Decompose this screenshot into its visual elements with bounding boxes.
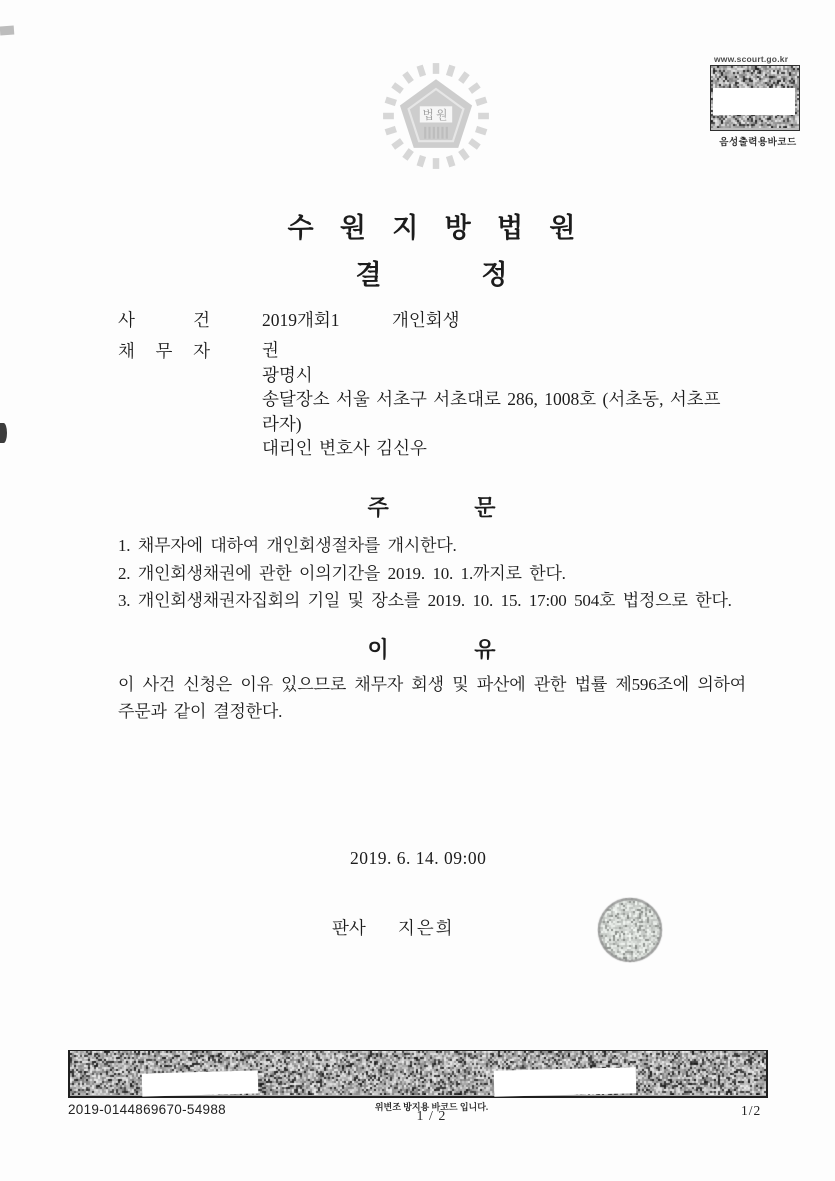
emblem-text: 법원 <box>422 108 450 123</box>
reason-heading: 이 유 <box>367 637 496 662</box>
case-number: 2019개회1 <box>262 310 340 330</box>
voice-barcode <box>710 65 800 131</box>
case-row <box>118 307 460 332</box>
case-type: 개인회생 <box>391 310 460 330</box>
judge-name: 지은희 <box>397 918 455 938</box>
voice-barcode-panel <box>710 54 806 148</box>
scan-artifact <box>0 423 7 443</box>
redaction-box <box>142 1070 259 1096</box>
order-item: 2. 개인회생채권에 관한 이의기간을 2019. 10. 1.까지로 한다. <box>118 563 566 583</box>
court-website-url: www.scourt.go.kr <box>714 54 789 64</box>
debtor-city: 광명시 <box>262 364 313 385</box>
debtor-details <box>262 338 730 461</box>
court-seal-stamp <box>597 897 663 963</box>
scan-artifact <box>0 26 14 36</box>
redaction-box <box>494 1067 637 1096</box>
redaction-box <box>713 88 795 115</box>
debtor-attorney: 대리인 변호사 김신우 <box>262 438 427 458</box>
decision-datetime: 2019. 6. 14. 09:00 <box>350 848 487 868</box>
debtor-name: 권 <box>262 340 279 360</box>
reason-body: 이 사건 신청은 이유 있으므로 채무자 회생 및 파산에 관한 법률 제596조에 의하여 주문과 같이 결정한다. <box>118 675 746 721</box>
document-title: 수 원 지 방 법 원 <box>287 213 576 243</box>
page-indicator-center: 1 / 2 <box>416 1109 447 1124</box>
anti-forgery-notice: 위변조 방지용 바코드 입니다. <box>374 1102 489 1112</box>
anti-forgery-barcode-band <box>68 1050 768 1098</box>
case-value <box>262 307 460 332</box>
order-item: 3. 개인회생채권자집회의 기일 및 장소를 2019. 10. 15. 17:00 504호 법정으로 한다. <box>118 591 732 610</box>
case-label: 사 건 <box>118 310 210 330</box>
debtor-service-address: 송달장소 서울 서초구 서초대로 286, 1008호 (서초동, 서초프라자) <box>262 389 721 434</box>
voice-barcode-label: 음성출력용바코드 <box>719 137 797 148</box>
page-indicator-right: 1/2 <box>741 1103 762 1118</box>
order-heading: 주 문 <box>367 495 496 520</box>
order-list <box>118 532 732 615</box>
document-subtitle: 결 정 <box>355 260 508 290</box>
debtor-row <box>118 338 730 461</box>
judge-title: 판사 <box>332 918 366 938</box>
judge-line <box>332 915 455 940</box>
debtor-label: 채 무 자 <box>118 341 210 361</box>
document-number: 2019-0144869670-54988 <box>68 1102 226 1117</box>
court-emblem-logo <box>382 62 490 170</box>
order-item: 1. 채무자에 대하여 개인회생절차를 개시한다. <box>118 536 457 555</box>
